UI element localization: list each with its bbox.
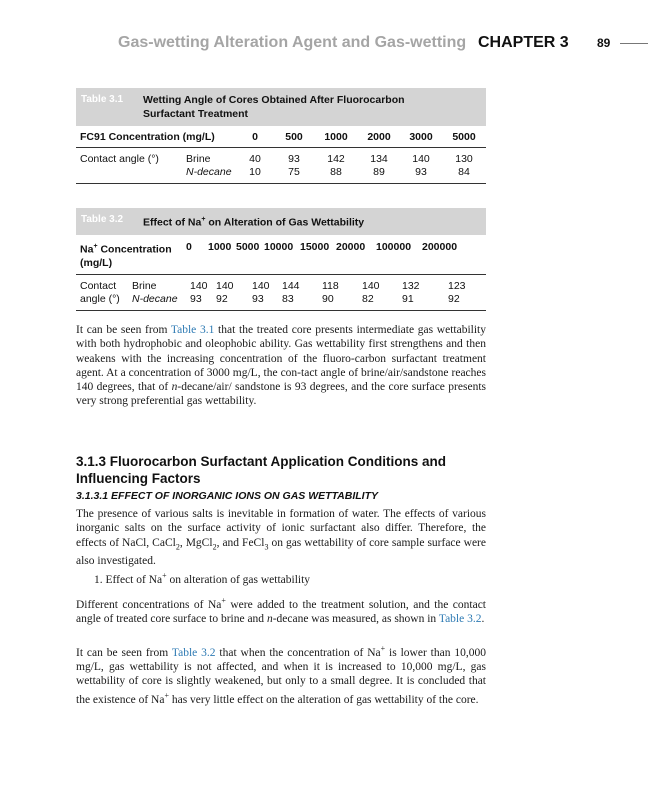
table-header-cell: 15000 [300,240,330,253]
paragraph-4: It can be seen from Table 3.2 that when the concentration of Na+ is lower than 10,000 mg/L, gas wettability is not affected, and when it is increased to 10,000 mg/L, gas wettability of core is slightly weakened, but only to a small degree. It is concluded that the existence of Na+ has very little effect on the alteration of gas wettability of the core. [76,644,486,706]
table-3-2-header-label: Na+ Concentration (mg/L) [80,242,172,269]
table-row-name: Brine [132,280,157,292]
table-header-cell: 5000 [452,131,476,143]
table-cell: 75 [288,166,300,178]
table-header-cell: 100000 [376,240,412,253]
table-header-cell: 0 [252,131,258,143]
table-cell: 88 [330,166,342,178]
table-header-cell: 5000 [236,240,260,253]
table-3-2-link[interactable]: Table 3.2 [171,646,216,659]
table-row-name: N-decane [186,166,232,178]
table-cell: 123 [448,280,466,292]
table-3-2-header-row [76,235,486,276]
table-3-1-link[interactable]: Table 3.1 [170,324,215,336]
table-3-1-label: Table 3.1 [81,94,124,105]
table-3-2-body [76,275,486,311]
table-cell: 90 [322,293,334,305]
table-3-1-row-label: Contact angle (°) [80,153,159,165]
table-cell: 91 [402,293,414,305]
table-header-cell: 2000 [367,131,391,143]
table-cell: 140 [412,153,430,165]
header-rule [620,43,648,44]
table-3-2-row-label-1: Contact [80,280,117,292]
table-cell: 83 [282,293,294,305]
table-cell: 93 [288,153,300,165]
table-cell: 92 [216,293,228,305]
table-header-cell: 3000 [409,131,433,143]
table-cell: 92 [448,293,460,305]
table-row-name: Brine [186,153,211,165]
table-header-cell: 1000 [324,131,348,143]
table-3-2-link[interactable]: Table 3.2 [438,613,482,626]
table-cell: 118 [322,280,339,292]
table-row [80,153,486,166]
table-cell: 142 [327,153,345,165]
table-cell: 40 [249,153,261,165]
table-cell: 82 [362,293,374,305]
list-item: 1. Effect of Na+ on alteration of gas wettability [94,571,311,586]
table-cell: 140 [190,280,208,292]
section-heading: 3.1.3 Fluorocarbon Surfactant Application Conditions and Influencing Factors [76,454,447,486]
table-3-1-caption [76,88,486,126]
table-row [80,280,486,293]
chapter-label: CHAPTER 3 [478,34,569,51]
table-cell: 140 [362,280,380,292]
table-cell: 144 [282,280,300,292]
table-3-2-row-label-2: angle (°) [80,293,120,305]
table-header-cell: 200000 [422,240,458,253]
page-number: 89 [597,36,611,50]
table-3-2-caption [76,208,486,235]
table-3-1-body [76,148,486,184]
table-cell: 89 [373,166,385,178]
table-row [80,293,486,306]
table-header-cell: 0 [186,240,192,253]
paragraph-1: It can be seen from Table 3.1 that the treated core presents intermediate gas wettability with both hydrophobic and oleophobic ability. Gas wettability first strengthens and then weakens with the increasing concentration of the fluoro-carbon surfactant treatment agent. At a concentration of 3000 mg/L, the con-tact angle of brine/air/sandstone reaches 140 degrees, that of n-decane/air/ sandstone is 93 degrees, and the core surface presents very strong preferential gas wettability. [76,324,486,408]
table-header-cell: 1000 [208,240,232,253]
running-header-title: Gas-wetting Alteration Agent and Gas-wetting [118,34,467,51]
table-header-cell: 10000 [264,240,294,253]
table-row-name: N-decane [132,293,178,305]
table-cell: 93 [252,293,264,305]
table-cell: 84 [458,166,470,178]
running-header [0,34,648,54]
table-3-1-header-row [76,126,486,148]
table-3-1 [76,88,486,184]
table-header-cell: 500 [285,131,303,143]
table-3-2-label: Table 3.2 [81,214,124,225]
subsection-heading: 3.1.3.1 EFFECT OF INORGANIC IONS ON GAS WETTABILITY [76,490,378,502]
table-cell: 140 [252,280,270,292]
table-cell: 93 [415,166,427,178]
table-cell: 132 [402,280,420,292]
table-3-2 [76,208,486,311]
paragraph-3: Different concentrations of Na+ were added to the treatment solution, and the contact angle of treated core surface to brine and n-decane was measured, as shown in Table 3.2. [76,596,486,626]
table-3-2-caption-text: Effect of Na+ on Alteration of Gas Wettability [143,216,365,229]
table-cell: 130 [455,153,473,165]
table-header-cell: 20000 [336,240,366,253]
table-cell: 140 [216,280,234,292]
table-3-1-header-label: FC91 Concentration (mg/L) [80,131,215,143]
table-cell: 93 [190,293,202,305]
table-3-1-caption-text: Wetting Angle of Cores Obtained After Fluorocarbon Surfactant Treatment [143,94,405,120]
table-cell: 10 [249,166,261,178]
table-row [80,166,486,179]
paragraph-2: The presence of various salts is inevitable in formation of water. The effects of various inorganic salts on the surface activity of ionic surfactant also differ. Therefore, the effects of NaCl, CaCl$_2$, MgCl$_2$, and FeCl$_3$ on gas wettability of core sample surface were also investigated. [76,508,486,568]
table-cell: 134 [370,153,388,165]
